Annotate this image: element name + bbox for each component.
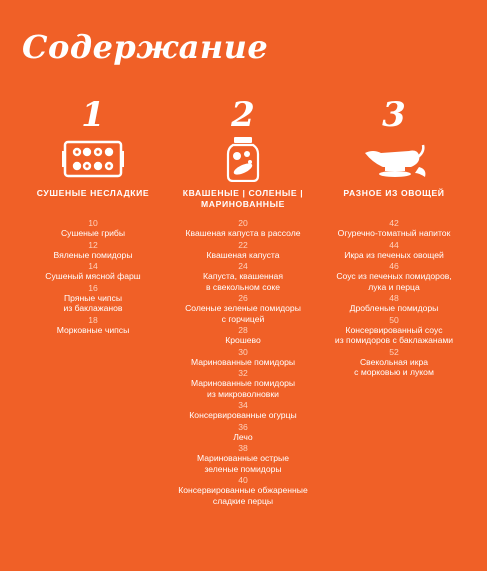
page-number: 20 [238, 218, 248, 228]
drying-tray-icon [18, 136, 168, 182]
sauce-boat-icon [319, 136, 469, 182]
section-heading: РАЗНОЕ ИЗ ОВОЩЕЙ [343, 188, 445, 198]
page-number: 40 [238, 475, 248, 485]
page-number: 32 [238, 368, 248, 378]
page-number: 12 [88, 239, 98, 250]
page-number: 52 [389, 346, 399, 357]
entry-title: Маринованные помидоры [190, 356, 296, 367]
entry-title: Квашеная капуста в рассоле [185, 228, 301, 238]
entry-title: Консервированные огурцы [189, 410, 297, 420]
entry-title: Дробленые помидоры [349, 303, 439, 313]
page-title: Содержание [22, 28, 269, 66]
entry-title: Огуречно-томатный напиток [337, 228, 451, 238]
toc-entry[interactable] [18, 240, 168, 261]
toc-entry[interactable] [168, 368, 318, 399]
section-entries [319, 218, 469, 378]
page-number: 24 [238, 261, 248, 271]
page-number: 48 [389, 293, 399, 303]
section-1 [18, 95, 168, 336]
entry-title: Сушеные грибы [60, 228, 126, 238]
entry-title: Свекольная икра с морковью и луком [354, 356, 434, 377]
toc-entry[interactable] [18, 261, 168, 282]
toc-entry[interactable] [319, 218, 469, 239]
pickle-jar-icon [168, 136, 318, 182]
toc-entry[interactable] [168, 325, 318, 346]
section-entries [168, 218, 318, 506]
entry-title: Маринованные помидоры из микроволновки [190, 378, 296, 399]
page-number: 14 [88, 261, 98, 271]
entry-title: Маринованные острые зеленые помидоры [197, 453, 289, 474]
page-number: 42 [389, 218, 399, 228]
entry-title: Консервированный соус из помидоров с баклажанами [334, 324, 454, 345]
section-number: 3 [382, 95, 406, 135]
entry-title: Капуста, квашенная в свекольном соке [203, 271, 283, 292]
section-number: 1 [81, 95, 105, 135]
toc-entry[interactable] [319, 315, 469, 346]
page-number: 50 [389, 314, 399, 325]
page-number: 26 [238, 293, 248, 303]
entry-title: Консервированные обжаренные сладкие перцы [178, 485, 308, 506]
page-number: 36 [238, 421, 248, 432]
toc-entry[interactable] [168, 347, 318, 368]
page-number: 46 [389, 261, 399, 271]
entry-title: Лечо [233, 431, 253, 442]
entry-title: Квашеная капуста [206, 249, 280, 260]
section-number: 2 [231, 95, 255, 135]
toc-entry[interactable] [168, 261, 318, 292]
entry-title: Вяленые помидоры [53, 249, 133, 260]
page-number: 16 [88, 282, 98, 293]
section-3 [319, 95, 469, 379]
toc-entry[interactable] [168, 218, 318, 239]
toc-entry[interactable] [168, 240, 318, 261]
entry-title: Икра из печеных овощей [344, 249, 444, 260]
section-entries [18, 218, 168, 335]
toc-entry[interactable] [319, 293, 469, 314]
page-number: 44 [389, 239, 399, 250]
entry-title: Соленые зеленые помидоры с горчицей [185, 303, 301, 324]
entry-title: Морковные чипсы [56, 324, 130, 335]
page-number: 18 [88, 314, 98, 325]
toc-entry[interactable] [168, 293, 318, 324]
entry-title: Соус из печеных помидоров, лука и перца [336, 271, 452, 292]
page-number: 30 [238, 346, 248, 357]
toc-entry[interactable] [319, 347, 469, 378]
entry-title: Пряные чипсы из баклажанов [63, 292, 123, 313]
toc-entry[interactable] [319, 261, 469, 292]
section-heading: СУШЕНЫЕ НЕСЛАДКИЕ [36, 188, 150, 198]
toc-entry[interactable] [168, 400, 318, 421]
page-number: 34 [238, 400, 248, 410]
toc-entry[interactable] [168, 422, 318, 443]
page-number: 28 [238, 325, 248, 335]
page-number: 22 [238, 239, 248, 250]
entry-title: Сушеный мясной фарш [45, 271, 141, 281]
section-2 [168, 95, 318, 507]
toc-entry[interactable] [168, 475, 318, 506]
toc-entry[interactable] [18, 315, 168, 336]
toc-entry[interactable] [319, 240, 469, 261]
entry-title: Крошево [225, 335, 261, 345]
toc-entry[interactable] [18, 283, 168, 314]
toc-entry[interactable] [18, 218, 168, 239]
page-number: 38 [238, 443, 248, 453]
toc-entry[interactable] [168, 443, 318, 474]
page-number: 10 [88, 218, 98, 228]
section-heading: КВАШЕНЫЕ | СОЛЕНЫЕ | МАРИНОВАННЫЕ [182, 188, 304, 209]
